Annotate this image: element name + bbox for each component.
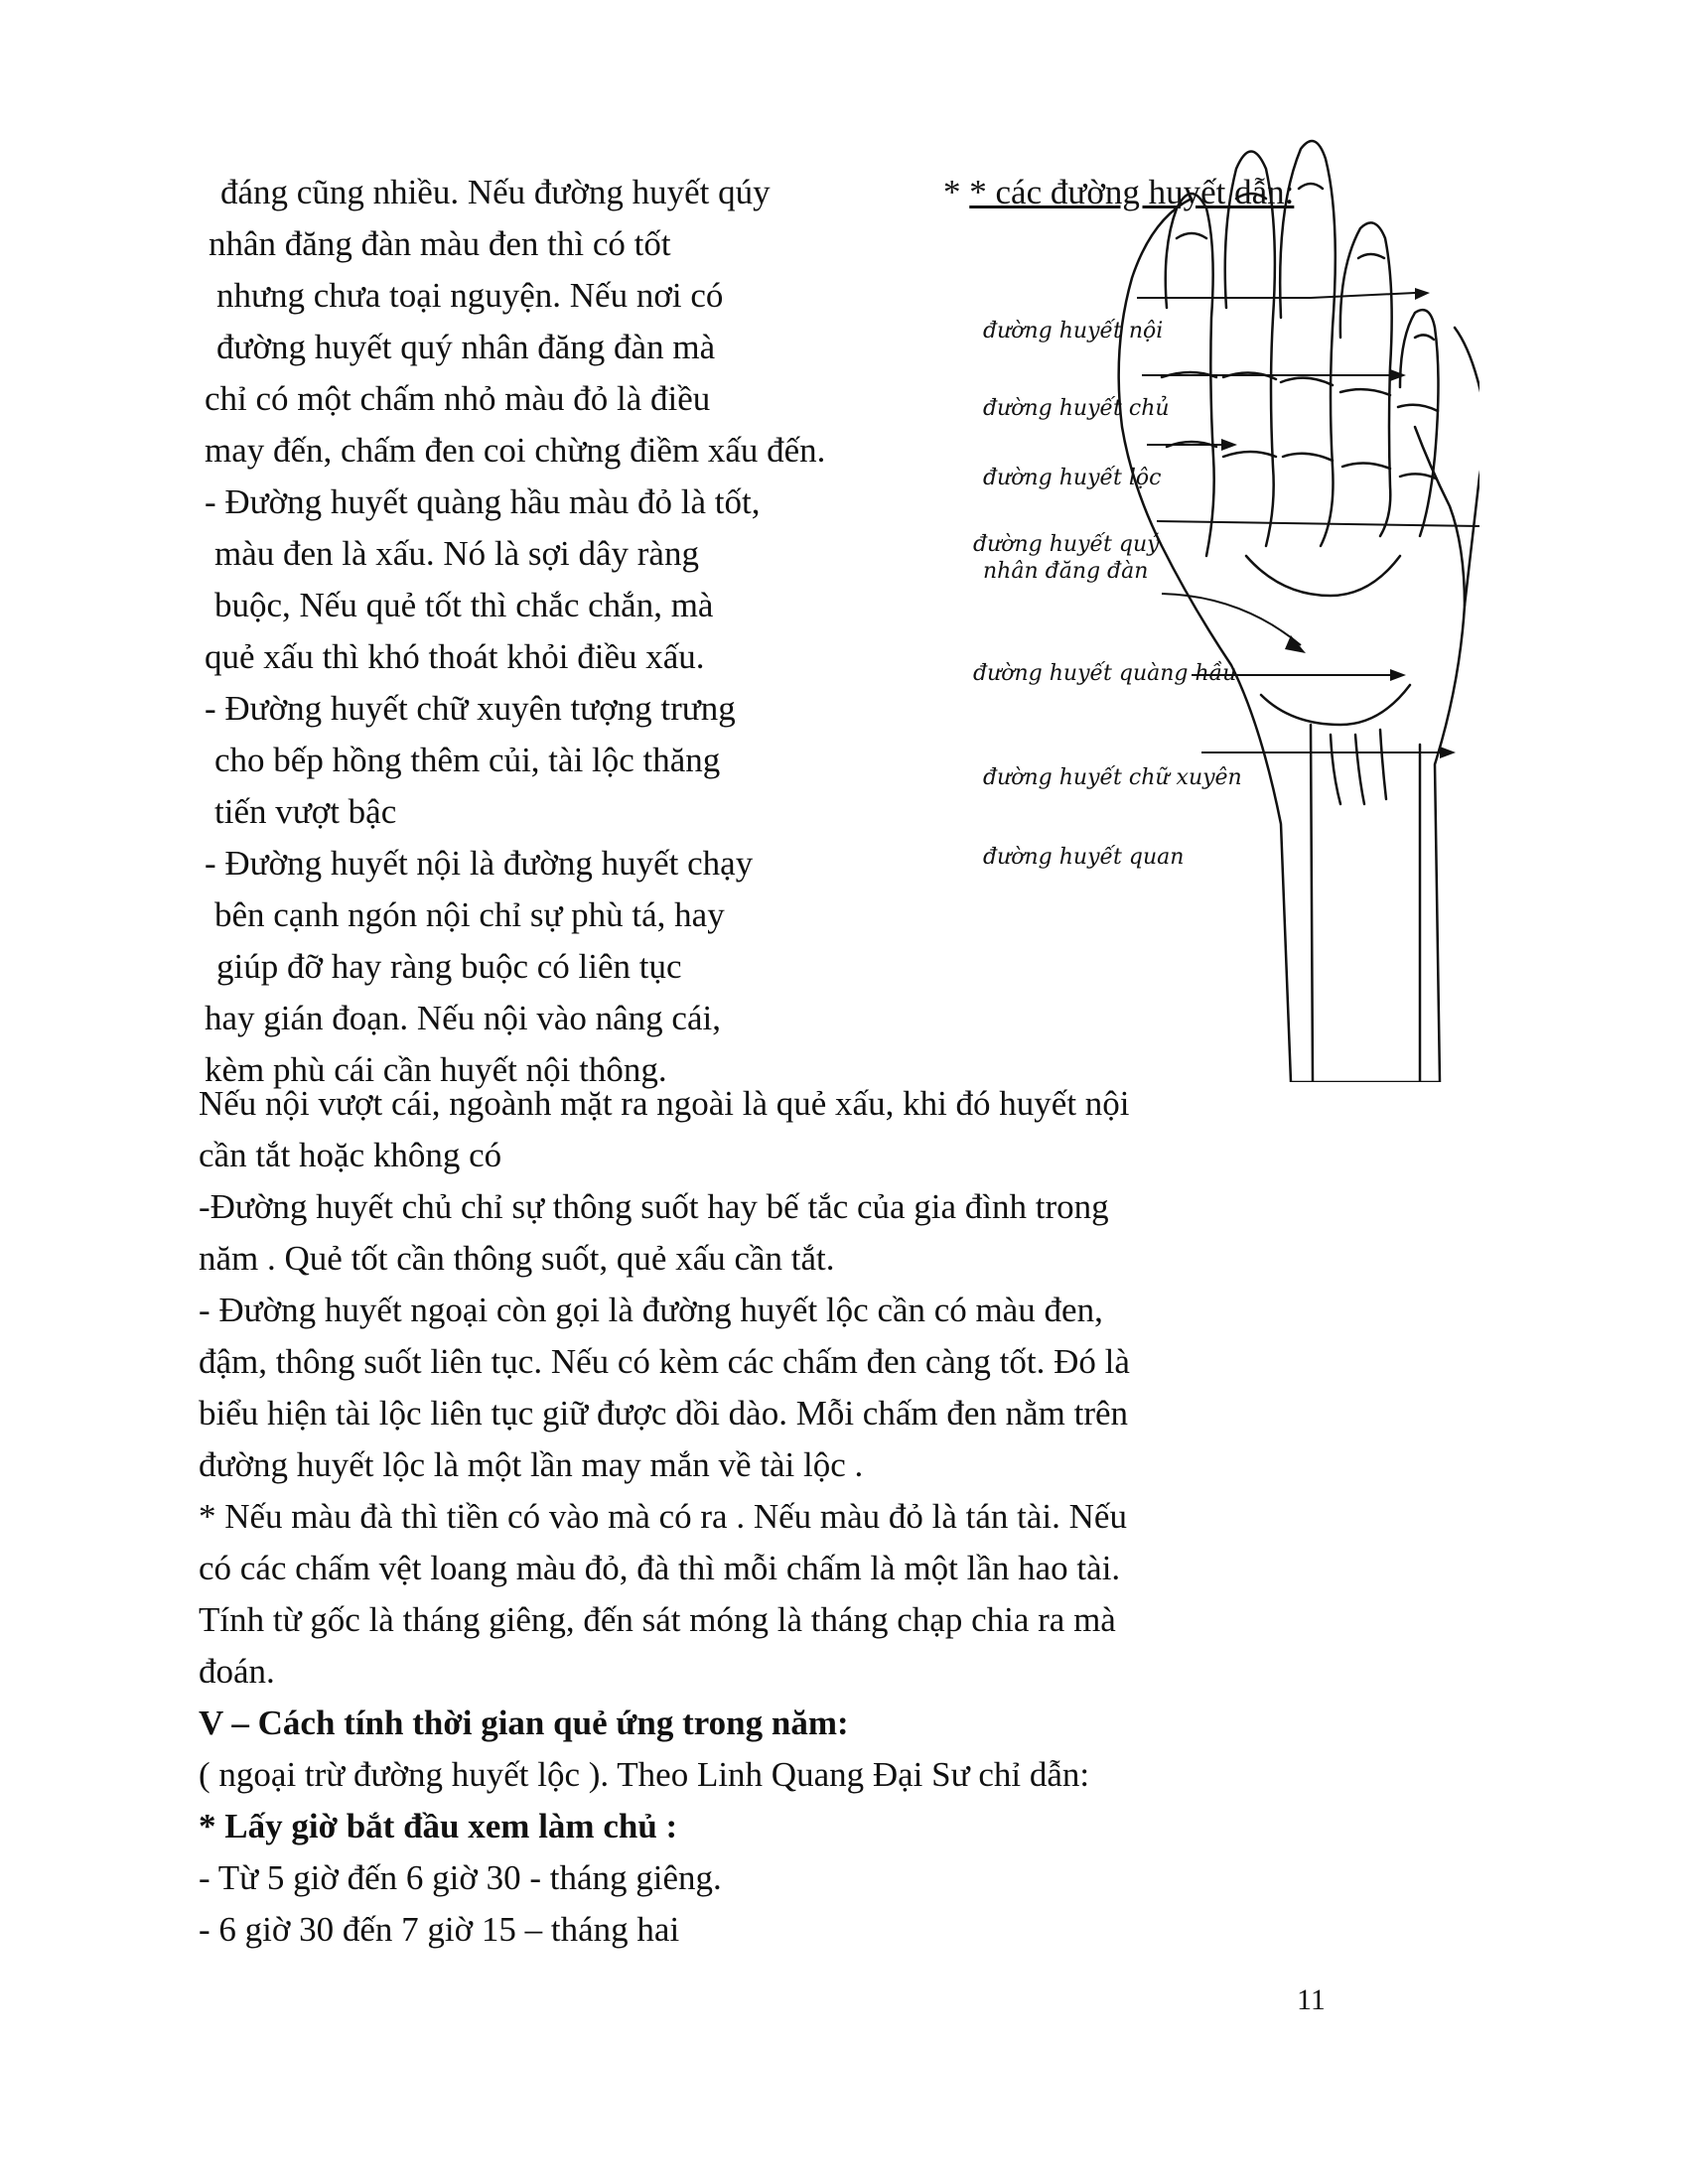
label-chu: đường huyết chủ [983,396,1170,421]
page-number: 11 [1297,1983,1326,2016]
text-line: Nếu nội vượt cái, ngoành mặt ra ngoài là quẻ xấu, khi đó huyết nội [199,1084,1130,1123]
text-line: giúp đỡ hay ràng buộc có liên tục [216,947,682,986]
text-line: tiến vượt bậc [214,792,397,831]
text-line: - Đường huyết chữ xuyên tượng trưng [205,689,736,728]
section-intro: ( ngoại trừ đường huyết lộc ). Theo Linh Quang Đại Sư chỉ dẫn: [199,1755,1090,1794]
text-line: chỉ có một chấm nhỏ màu đỏ là điều [205,379,711,418]
text-line: cho bếp hồng thêm củi, tài lộc thăng [214,741,721,779]
text-line: nhưng chưa toại nguyện. Nếu nơi có [216,276,724,315]
text-line: đậm, thông suốt liên tục. Nếu có kèm các chấm đen càng tốt. Đó là [199,1342,1130,1381]
text-line: * Nếu màu đà thì tiền có vào mà có ra . Nếu màu đỏ là tán tài. Nếu [199,1497,1127,1536]
section-heading: V – Cách tính thời gian quẻ ứng trong năm: [199,1704,849,1742]
text-line: kèm phù cái cần huyết nội thông. [205,1050,667,1089]
text-line: có các chấm vệt loang màu đỏ, đà thì mỗi chấm là một lần hao tài. [199,1549,1121,1587]
text-line: đoán. [199,1652,275,1691]
section-item: - Từ 5 giờ đến 6 giờ 30 - tháng giêng. [199,1858,722,1897]
section-item: - 6 giờ 30 đến 7 giờ 15 – tháng hai [199,1910,680,1949]
label-chu-xuyen: đường huyết chữ xuyên [983,765,1242,790]
text-line: hay gián đoạn. Nếu nội vào nâng cái, [205,999,721,1037]
label-quy: đường huyết quý [973,532,1160,557]
text-line: biểu hiện tài lộc liên tục giữ được dồi dào. Mỗi chấm đen nằm trên [199,1394,1129,1433]
label-quan: đường huyết quan [983,845,1185,870]
text-line: nhân đăng đàn màu đen thì có tốt [209,224,671,263]
label-loc: đường huyết lộc [983,466,1162,490]
text-line: đáng cũng nhiều. Nếu đường huyết qúy [220,173,771,211]
text-line: cần tắt hoặc không có [199,1136,502,1174]
label-quang-hau: đường huyết quàng hầu [973,661,1237,686]
text-line: Tính từ gốc là tháng giêng, đến sát móng là tháng chạp chia ra mà [199,1600,1116,1639]
text-line: đường huyết lộc là một lần may mắn về tài lộc . [199,1445,864,1484]
label-dang-dan: nhân đăng đàn [983,559,1149,584]
text-line: - Đường huyết quàng hầu màu đỏ là tốt, [205,482,761,521]
text-line: - Đường huyết ngoại còn gọi là đường huyết lộc cần có màu đen, [199,1291,1103,1329]
text-line: may đến, chấm đen coi chừng điềm xấu đến. [205,431,826,470]
text-line: đường huyết quý nhân đăng đàn mà [216,328,716,366]
text-line: bên cạnh ngón nội chỉ sự phù tá, hay [214,895,725,934]
label-noi: đường huyết nội [983,319,1164,343]
text-line: năm . Quẻ tốt cần thông suốt, quẻ xấu cần tắt. [199,1239,835,1278]
section-rule: * Lấy giờ bắt đầu xem làm chủ : [199,1807,678,1845]
text-line: quẻ xấu thì khó thoát khỏi điều xấu. [205,637,705,676]
text-line: buộc, Nếu quẻ tốt thì chắc chắn, mà [214,586,714,624]
text-line: - Đường huyết nội là đường huyết chạy [205,844,754,883]
hand-labels [963,129,1479,1082]
text-line: -Đường huyết chủ chỉ sự thông suốt hay bế tắc của gia đình trong [199,1187,1109,1226]
text-line: màu đen là xấu. Nó là sợi dây ràng [214,534,699,573]
figure-title: * * các đường huyết dẫn: [943,173,1295,211]
